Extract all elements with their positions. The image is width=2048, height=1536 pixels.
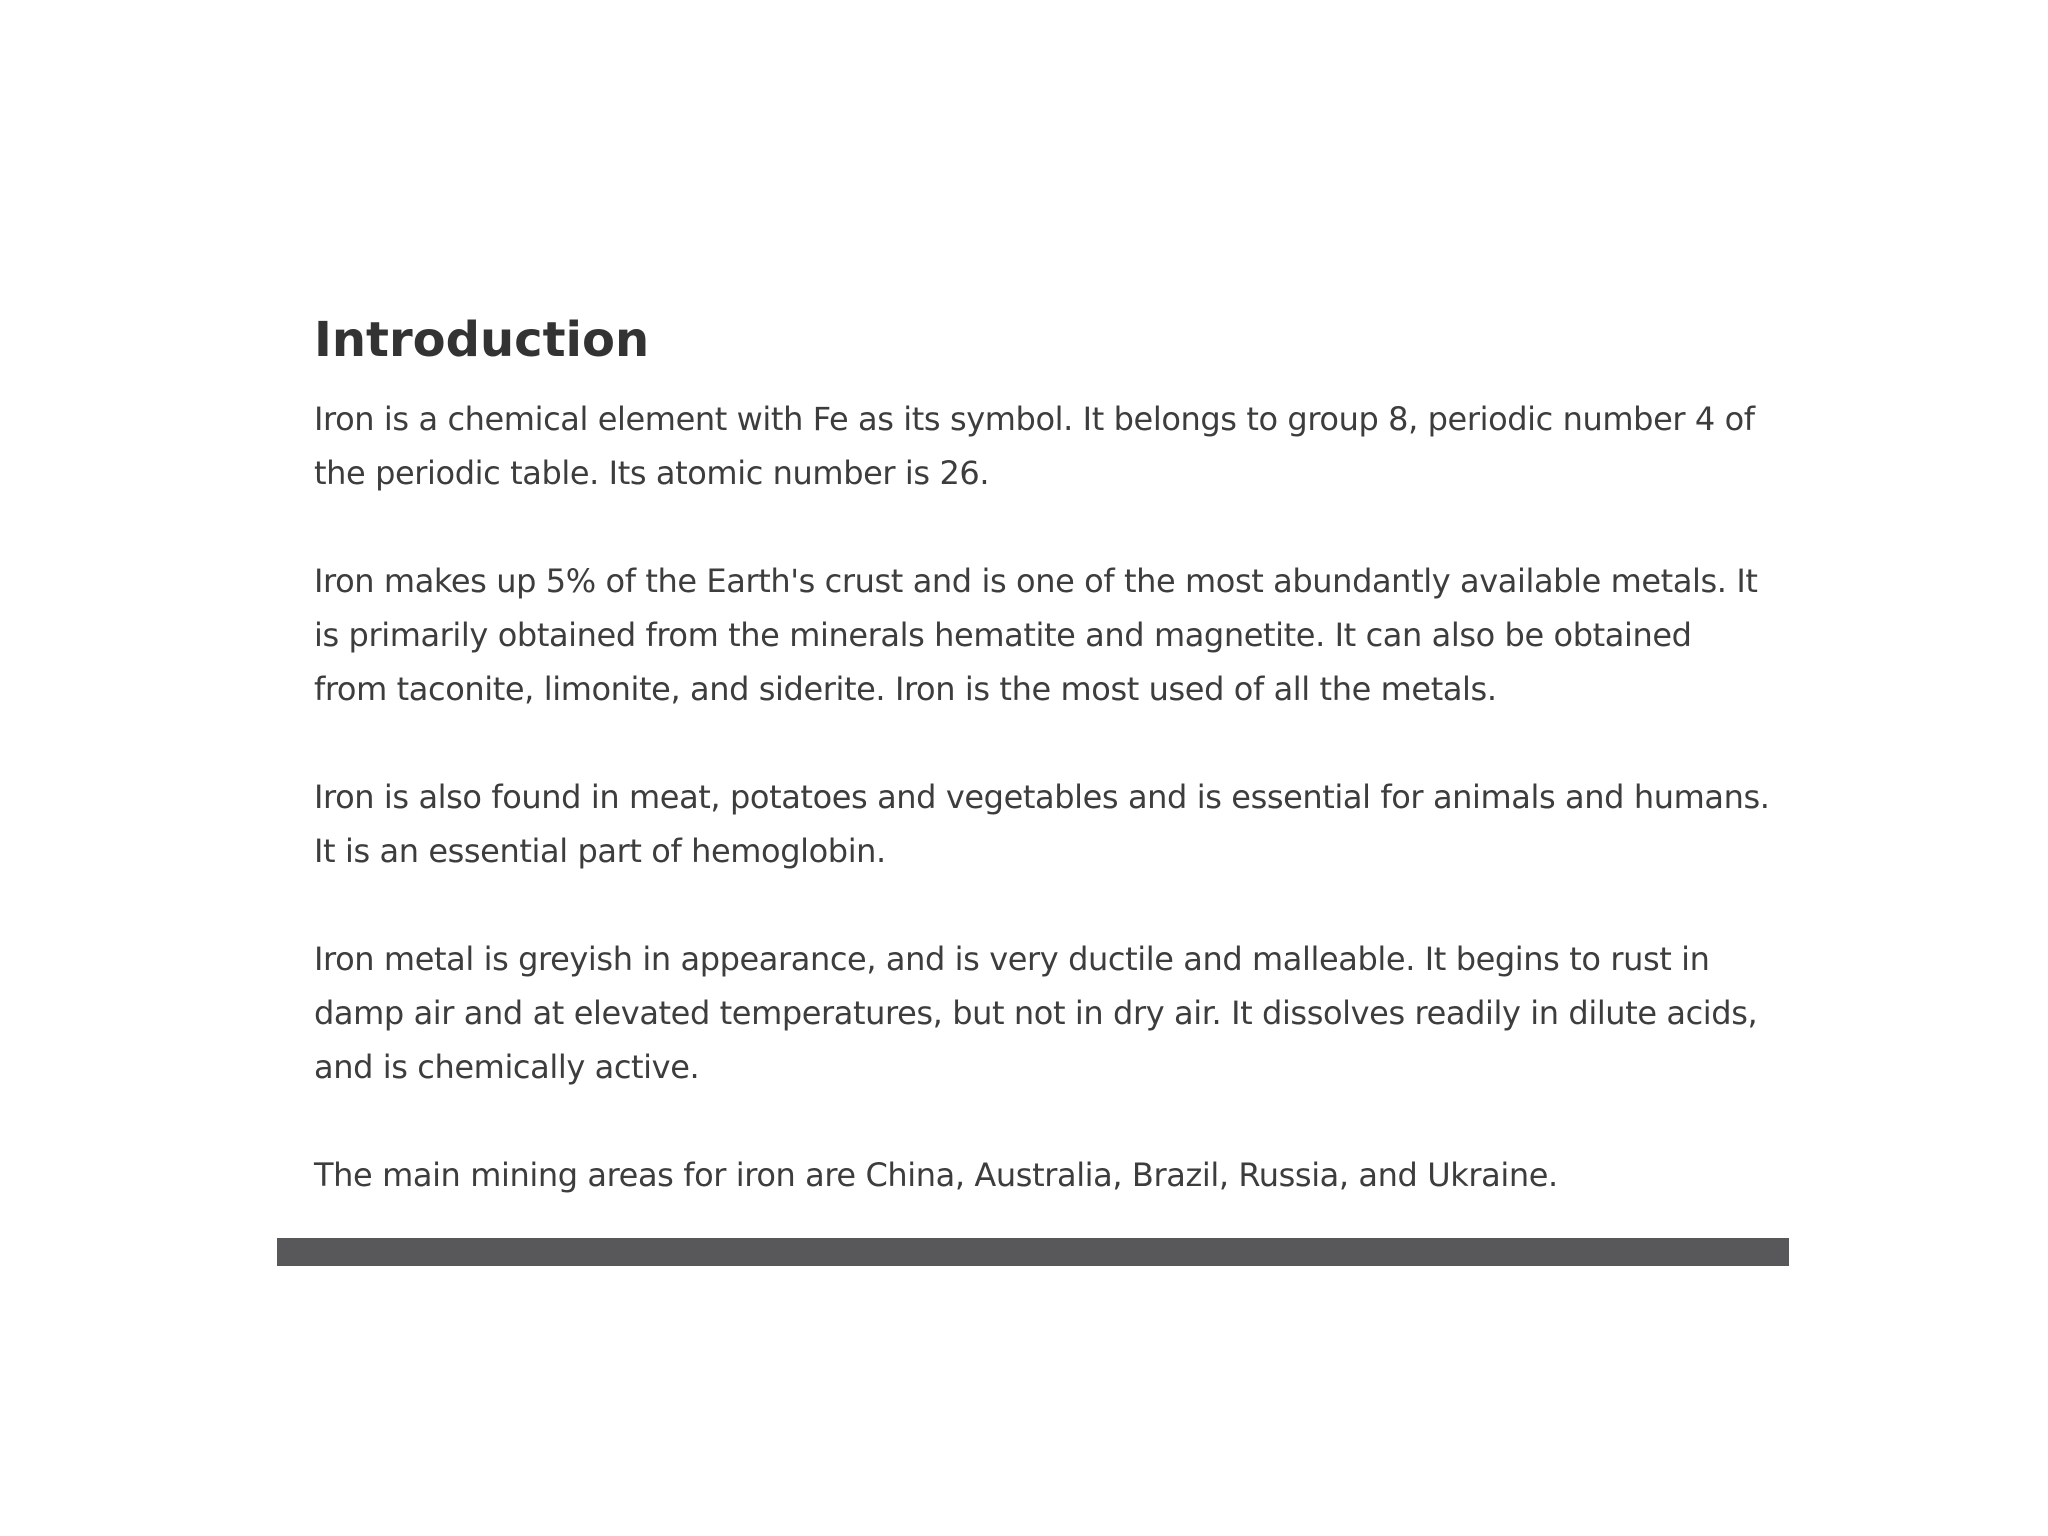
article [314, 300, 1774, 1202]
paragraph-abundance: Iron makes up 5% of the Earth's crust and is one of the most abundantly available metals. It is primarily obtained from the minerals hematite and magnetite. It can also be obtained from taconite, limonite, and siderite. Iron is the most used of all the metals. [314, 562, 1758, 708]
page-title: Introduction [314, 312, 650, 368]
paragraph-properties: Iron metal is greyish in appearance, and is very ductile and malleable. It begins to rust in damp air and at elevated temperatures, but not in dry air. It dissolves readily in dilute acids, and is chemically active. [314, 940, 1758, 1086]
paragraph-mining: The main mining areas for iron are China, Australia, Brazil, Russia, and Ukraine. [314, 1156, 1558, 1194]
footer-divider-bar [277, 1238, 1789, 1266]
paragraph-intro: Iron is a chemical element with Fe as its symbol. It belongs to group 8, periodic number 4 of the periodic table. Its atomic number is 26. [314, 400, 1755, 492]
paragraph-biology: Iron is also found in meat, potatoes and vegetables and is essential for animals and humans. It is an essential part of hemoglobin. [314, 778, 1770, 870]
